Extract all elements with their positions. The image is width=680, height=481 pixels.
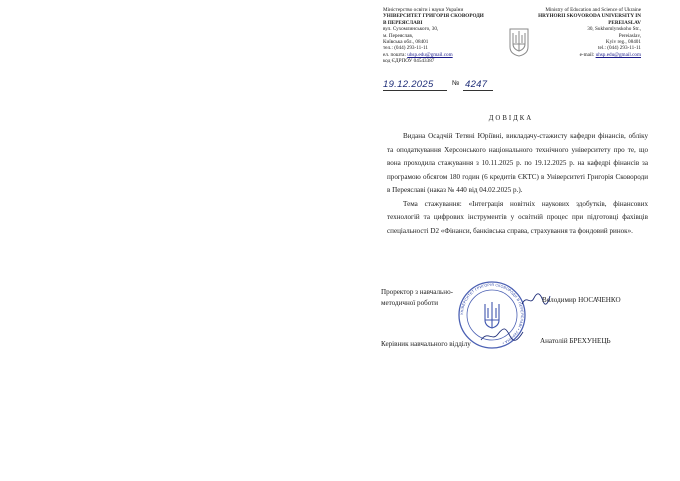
- street-ua: вул. Сухомлинського, 30,: [383, 26, 439, 33]
- city-ua: м. Переяслав,: [383, 32, 414, 39]
- tel-ua: тел.: (044) 293-11-11: [383, 45, 428, 52]
- signer2-name: Анатолій БРЕХУНЕЦЬ: [540, 337, 611, 345]
- university-en-line2: PEREIASLAV: [608, 19, 641, 26]
- registration-line: [383, 79, 523, 93]
- svg-text:УНІВЕРСИТЕТ ГРИГОРІЯ СКОВОРОДИ: УНІВЕРСИТЕТ ГРИГОРІЯ СКОВОРОДИ В ПЕРЕЯСЛАВІ • УКРАЇНА •: [459, 282, 525, 346]
- region-en: Kyiv reg., 08401: [605, 39, 641, 46]
- header-english: [525, 7, 641, 58]
- email-en-line: [525, 52, 641, 58]
- email-label-ua: ел. пошта:: [383, 51, 406, 58]
- city-en: Pereiaslav,: [618, 32, 641, 39]
- signer2-role: Керівник навчального відділу: [381, 340, 471, 348]
- date-underline: [383, 90, 447, 91]
- university-ua-line1: УНІВЕРСИТЕТ ГРИГОРІЯ СКОВОРОДИ: [383, 13, 484, 20]
- registration-number: 4247: [465, 79, 488, 90]
- university-en-line1: HRYHORII SKOVORODA UNIVERSITY IN: [538, 13, 641, 20]
- number-underline: [463, 90, 493, 91]
- certificate-body: [387, 130, 648, 238]
- region-ua: Київська обл., 08401: [383, 39, 429, 46]
- edrpou-code: код ЄДРПОУ 04543387: [383, 58, 435, 65]
- signer1-role: Проректор з навчально-методичної роботи: [381, 288, 453, 307]
- street-en: 30, Sukhomlynskoho Str.,: [587, 26, 641, 33]
- tel-en: tel.: (044) 293-11-11: [598, 45, 641, 52]
- ministry-ua: Міністерство освіти і науки України: [383, 7, 464, 13]
- email-label-en: e-mail:: [579, 51, 595, 58]
- header-ukrainian: [383, 7, 523, 65]
- university-ua-line2: В ПЕРЕЯСЛАВІ: [383, 19, 423, 26]
- signer1-name: Володимир НОСАЧЕНКО: [542, 296, 621, 304]
- email-link-en[interactable]: uhsp.edu@gmail.com: [595, 51, 641, 58]
- document-title: ДОВІДКА: [488, 115, 534, 122]
- number-sign: №: [452, 80, 460, 87]
- signature-head: [480, 326, 524, 344]
- ministry-en: Ministry of Education and Science of Ukraine: [545, 7, 641, 13]
- certificate-paragraph-1: Видана Осадчій Тетяні Юріївні, викладачу-стажисту кафедри фінансів, обліку та оподаткування Херсонського національного технічного університету про те, що вона проходила стажування з 10.11.2025 р. по 19.12.2025 р. на кафедрі фінансів за програмою обсягом 180 годин (6 кредитів ЄКТС) в Університеті Григорія Сковороди в Переяславі (наказ № 440 від 04.02.2025 р.).: [387, 132, 648, 194]
- registration-date: 19.12.2025: [383, 79, 434, 90]
- email-link-ua[interactable]: uhsp.edu@gmail.com: [407, 51, 453, 58]
- certificate-paragraph-2: Тема стажування: «Інтеграція новітніх наукових здобутків, фінансових технологій та цифрових інструментів у освітній процес при підготовці фахівців спеціальності D2 «Фінанси, банківська справа, страхування та фондовий ринок».: [387, 199, 648, 235]
